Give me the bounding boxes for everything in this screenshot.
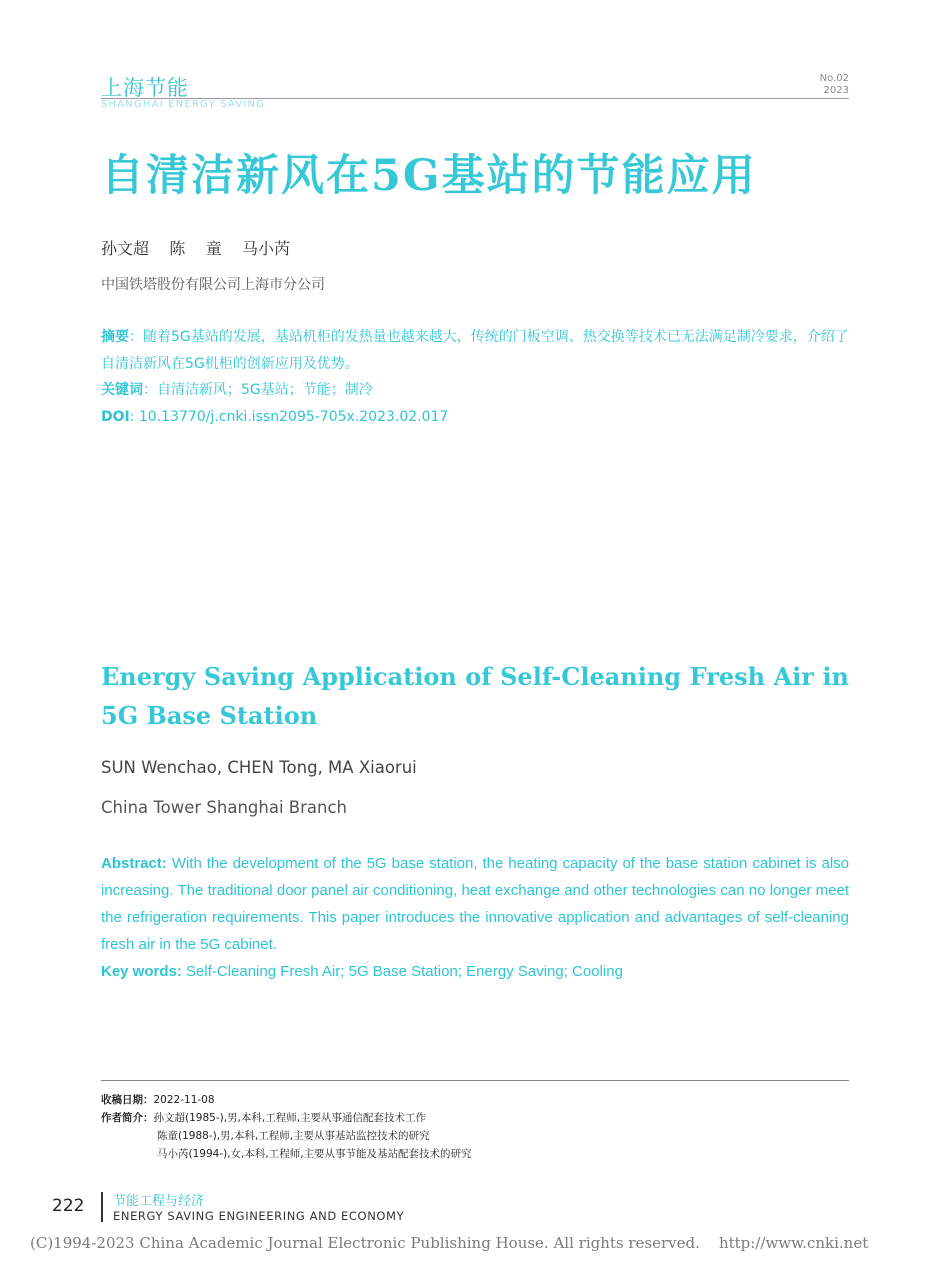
article-title-en: Energy Saving Application of Self-Cleaning Fresh Air in 5G Base Station bbox=[101, 662, 849, 730]
received-label: 收稿日期： bbox=[101, 1094, 154, 1106]
author-bio-3: 马小芮(1994-),女,本科,工程师,主要从事节能及基站配套技术的研究 bbox=[157, 1148, 472, 1160]
footer-divider bbox=[101, 1192, 103, 1222]
authors-en: SUN Wenchao, CHEN Tong, MA Xiaorui bbox=[101, 758, 417, 777]
keywords-cn bbox=[101, 377, 849, 404]
doi bbox=[101, 404, 849, 431]
abstract-cn-label: 摘要 bbox=[101, 329, 129, 345]
author-bio-2: 陈童(1988-),男,本科,工程师,主要从事基站监控技术的研究 bbox=[157, 1130, 430, 1142]
footer-journal-cn: 节能工程与经济 bbox=[113, 1194, 205, 1209]
keywords-cn-label: 关键词 bbox=[101, 382, 143, 398]
keywords-en bbox=[101, 958, 849, 985]
abstract-en-label: Abstract: bbox=[101, 855, 167, 872]
doi-label: DOI bbox=[101, 409, 130, 425]
affiliation-cn: 中国铁塔股份有限公司上海市分公司 bbox=[101, 277, 325, 293]
affiliation-en: China Tower Shanghai Branch bbox=[101, 798, 347, 817]
journal-name-en: SHANGHAI ENERGY SAVING bbox=[101, 99, 266, 110]
received-date bbox=[101, 1091, 472, 1109]
received-value: 2022-11-08 bbox=[153, 1094, 215, 1106]
abstract-en bbox=[101, 850, 849, 958]
abstract-cn-text: ：随着5G基站的发展，基站机柜的发热量也越来越大，传统的门板空调、热交换等技术已无法满足制冷要求，介绍了自清洁新风在5G机柜的创新应用及优势。 bbox=[101, 329, 849, 372]
journal-name-cn: 上海节能 bbox=[101, 76, 189, 100]
keywords-en-text: Self-Cleaning Fresh Air; 5G Base Station; Energy Saving; Cooling bbox=[181, 963, 623, 980]
copyright-line: (C)1994-2023 China Academic Journal Electronic Publishing House. All rights reserved. http://www.cnki.net bbox=[30, 1234, 869, 1252]
keywords-en-label: Key words: bbox=[101, 963, 182, 980]
issue-info bbox=[820, 73, 849, 97]
footnotes bbox=[101, 1091, 472, 1163]
footnote-rule bbox=[101, 1080, 849, 1081]
issue-year: 2023 bbox=[823, 85, 849, 96]
page-number: 222 bbox=[52, 1196, 85, 1216]
doi-value: : 10.13770/j.cnki.issn2095-705x.2023.02.017 bbox=[129, 409, 449, 425]
article-title-cn: 自清洁新风在5G基站的节能应用 bbox=[101, 151, 757, 201]
authors-cn: 孙文超 陈 童 马小芮 bbox=[101, 239, 291, 258]
author-bio-1 bbox=[101, 1109, 472, 1127]
bio-1-text: 孙文超(1985-),男,本科,工程师,主要从事通信配套技术工作 bbox=[153, 1112, 427, 1124]
abstract-en-text: With the development of the 5G base station, the heating capacity of the base station cabinet is also increasing. The traditional door panel air conditioning, heat exchange and other technologies can no longer meet the refrigeration requirements. This paper introduces the innovative application and advantages of self-cleaning fresh air in the 5G cabinet. bbox=[101, 855, 849, 953]
issue-number: No.02 bbox=[819, 73, 849, 84]
keywords-cn-text: ：自清洁新风；5G基站；节能；制冷 bbox=[143, 382, 373, 398]
footer-journal-en: ENERGY SAVING ENGINEERING AND ECONOMY bbox=[113, 1209, 405, 1223]
abstract-cn bbox=[101, 324, 849, 378]
bio-label: 作者简介： bbox=[101, 1112, 154, 1124]
